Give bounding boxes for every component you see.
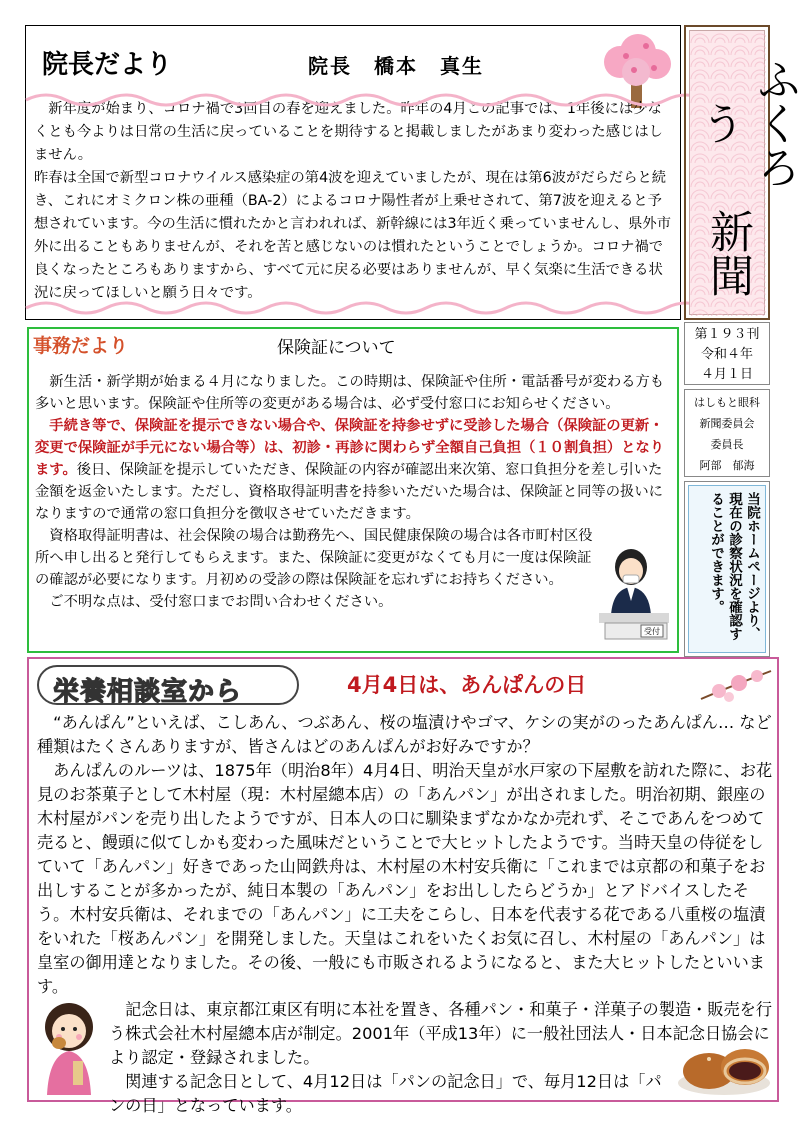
committee-clinic: はしもと眼科 bbox=[694, 396, 760, 409]
committee-member: 阿部 郁海 bbox=[699, 459, 755, 472]
nutrition-section bbox=[27, 657, 779, 1115]
masthead-title-line2: 新聞 bbox=[702, 209, 753, 297]
director-paragraph-1: 新年度が始まり、コロナ禍で3回目の春を迎えました。昨年の4月この記事では、1年後には少なくとも今よりは日常の生活に戻っていることを期待すると掲載しましたがあまり変わった感じはしません。 bbox=[34, 101, 663, 163]
nutrition-paragraph-1: “あんぱん”といえば、こしあん、つぶあん、桜の塩漬けやゴマ、ケシの実がのったあんぱん… など種類はたくさんありますが、皆さんはどのあんぱんがお好みですか？ bbox=[37, 713, 772, 756]
masthead bbox=[684, 25, 800, 320]
receptionist-icon bbox=[595, 545, 673, 645]
director-paragraph-2: 昨春は全国で新型コロナウイルス感染症の第4波を迎えていましたが、現在は第6波がだらだらと続き、これにオミクロン株の亜種（BA-2）によるコロナ陽性者が上乗せされて、第7波を迎えると予想されています。今の生活に慣れたかと言われれば、新幹線には3年近く乗っていませんし、県外市外に出ることもありませんが、それを苦と感じないのは慣れたということでしょうか。コロナ禍で良くなったところもありますから、すべて元に戻る必要はありませんが、早く気楽に生活できる状況に戻ってほしいと願う日々です。 bbox=[34, 170, 672, 301]
homepage-note-inner bbox=[688, 485, 766, 653]
nutrition-title: 栄養相談室から bbox=[53, 677, 243, 707]
issue-info bbox=[684, 322, 770, 385]
girl-eating-bread-icon bbox=[33, 999, 105, 1095]
issue-date: ４月１日 bbox=[700, 367, 753, 382]
wave-divider-bottom bbox=[26, 298, 680, 316]
office-title: 事務だより bbox=[33, 335, 129, 357]
office-warning: 手続き等で、保険証を提示できない場合や、保険証を持参せずに受診した場合（保険証の更新・変更で保険証が手元にない場合等）は、初診・再診に関わらず全額自己負担（１０割負担）となります。 bbox=[35, 418, 665, 478]
office-paragraph-2 bbox=[35, 415, 675, 525]
reception-desk-label: 受付 bbox=[644, 627, 660, 636]
office-body bbox=[35, 371, 675, 613]
office-section bbox=[27, 327, 679, 653]
committee-info bbox=[684, 389, 770, 477]
homepage-note-text: 当院ホームページより、現在の診察状況を確認することができます。 bbox=[708, 492, 760, 641]
office-paragraph-4: ご不明な点は、受付窓口までお問い合わせください。 bbox=[35, 594, 393, 610]
nutrition-body bbox=[37, 711, 775, 999]
committee-role: 委員長 bbox=[710, 438, 744, 451]
homepage-note bbox=[684, 481, 770, 657]
committee-name: 新聞委員会 bbox=[699, 417, 755, 430]
wave-divider-top bbox=[26, 90, 680, 108]
masthead-inner bbox=[689, 30, 800, 315]
anpan-photo-icon bbox=[675, 1031, 773, 1097]
office-paragraph-2-rest: 後日、保険証を提示していただき、保険証の内容が確認出来次第、窓口負担分を差し引いた金額を返金いたします。ただし、資格取得証明書を持参いただいた場合は、保険証と同等の扱いになりますので通常の窓口負担分を徴収させていただきます。 bbox=[35, 462, 663, 522]
nutrition-paragraph-2: あんぱんのルーツは、1875年（明治8年）4月4日、明治天皇が水戸家の下屋敷を訪れた際に、お花見のお茶菓子として木村屋（現：木村屋總本店）の「あんパン」が出されました。明治初期、銀座の木村屋がパンを売り出したようですが、日本人の口に馴染まずなかなか売れず、そこであんをつめて売ると、饅頭に似てしかも変わった風味だということで大ヒットしたようです。当時天皇の侍従をしていて「あんパン」好きであった山岡鉄舟は、木村屋の木村安兵衛に「これまでは京都の和菓子をお出しすることが多かったが、純日本製の「あんパン」をお出ししたらどうか」とアドバイスしたそう。木村安兵衛は、それまでの「あんパン」に工夫をこらし、日本を代表する花である八重桜の塩漬をいれた「桜あんパン」を開発しました。天皇はこれをいたくお気に召し、木村屋の「あんパン」は皇室の御用達となりました。その後、一般にも市販されるようになると、また大ヒットしたといいます。 bbox=[37, 761, 773, 996]
nutrition-paragraph-3: 記念日は、東京都江東区有明に本社を置き、各種パン・和菓子・洋菓子の製造・販売を行う株式会社木村屋總本店が制定。2001年（平成13年）に一般社団法人・日本記念日協会により認定・登録されました。 bbox=[109, 1000, 773, 1067]
nutrition-title-box bbox=[37, 665, 299, 705]
director-title: 院長だより bbox=[42, 50, 173, 80]
nutrition-subtitle: 4月4日は、あんぱんの日 bbox=[347, 673, 587, 697]
office-paragraph-1: 新生活・新学期が始まる４月になりました。この時期は、保険証や住所・電話番号が変わる方も多いと思います。保険証や住所等の変更がある場合は、必ず受付窓口にお知らせください。 bbox=[35, 374, 665, 412]
director-body bbox=[34, 98, 674, 305]
nutrition-paragraph-4: 関連する記念日として、4月12日は「パンの記念日」で、毎月12日は「パンの日」となっています。 bbox=[109, 1072, 662, 1115]
office-subtitle: 保険証について bbox=[277, 338, 396, 358]
office-paragraph-3: 資格取得証明書は、社会保険の場合は勤務先へ、国民健康保険の場合は各市町村区役所へ申し出ると発行してもらえます。また、保険証に変更がなくても月に一度は保険証の確認が必要になります。月初めの受診の際は保険証を忘れずにお持ちください。 bbox=[35, 528, 593, 588]
issue-number: 第１９３刊 bbox=[694, 327, 760, 342]
director-section bbox=[25, 25, 681, 320]
cherry-blossom-icon bbox=[699, 663, 773, 707]
issue-era: 令和４年 bbox=[700, 347, 753, 362]
masthead-title bbox=[690, 43, 800, 303]
director-author: 院長 橋本 真生 bbox=[308, 54, 484, 78]
masthead-title-line1: ふくろう bbox=[693, 57, 800, 189]
